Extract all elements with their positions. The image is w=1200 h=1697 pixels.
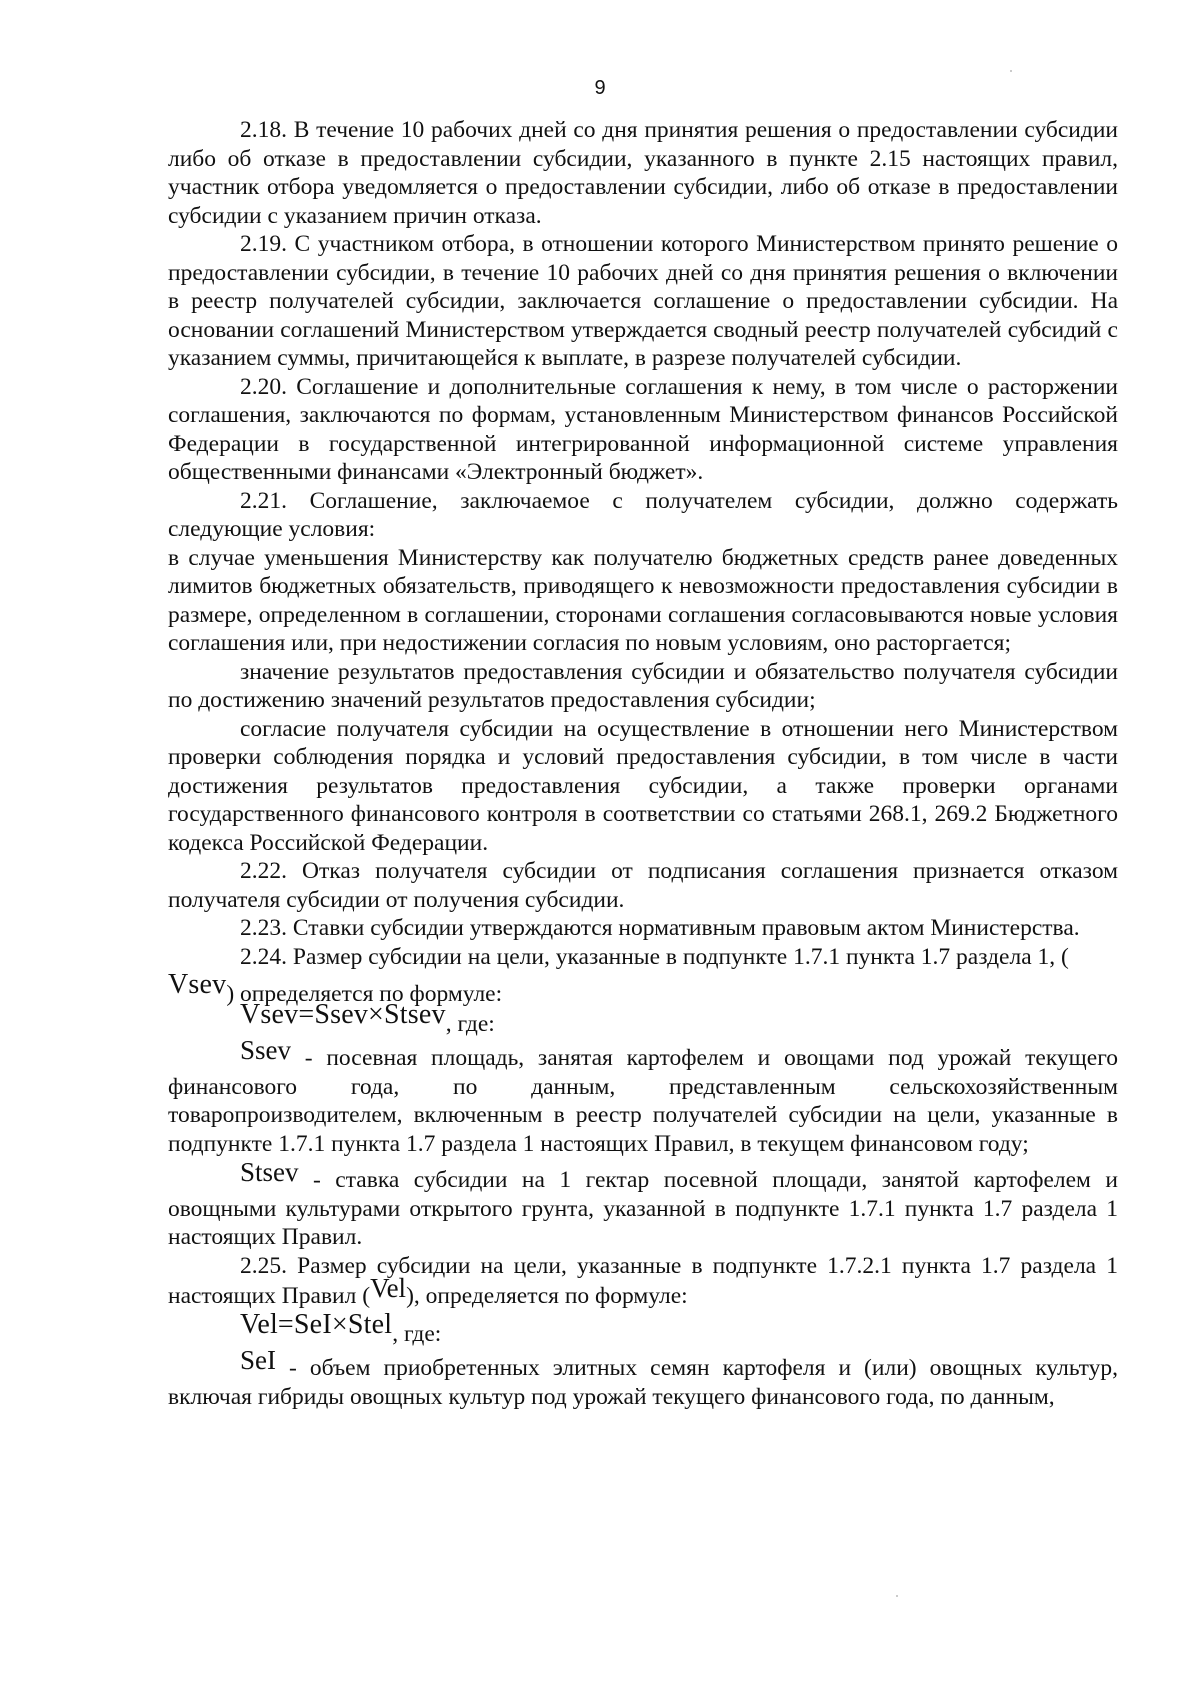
scan-speck <box>1010 70 1012 72</box>
formula-vel-expression: Vel=SeI×Stel <box>240 1308 393 1340</box>
paragraph-2-21: 2.21. Соглашение, заключаемое с получателем субсидии, должно содержать следующие условия: <box>168 487 1118 542</box>
paragraph-2-20: 2.20. Соглашение и дополнительные соглашения к нему, в том числе о расторжении соглашения, заключаются по формам, установленным Министерством финансов Российской Федерации в государственной интегрированной информационной системе управления общественными финансами «Электронный бюджет». <box>168 373 1118 485</box>
variable-sei: SeI <box>240 1345 276 1375</box>
paragraph-2-24-tail: ) определяется по формуле: <box>226 981 503 1007</box>
formula-vsev-tail: , где: <box>445 1010 495 1037</box>
paragraph-2-21-condition-b: значение результатов предоставления субсидии и обязательство получателя субсидии по достижению значений результатов предоставления субсидии; <box>168 658 1118 713</box>
paragraph-2-19: 2.19. С участником отбора, в отношении которого Министерством принято решение о предоставлении субсидии, в течение 10 рабочих дней со дня принятия решения о включении в реестр получателей субсидии, заключается соглашение о предоставлении субсидии. На основании соглашений Министерством утверждается сводный реестр получателей субсидий с указанием суммы, причитающейся к выплате, в разрезе получателей субсидии. <box>168 231 1118 371</box>
definition-sei-text: - объем приобретенных элитных семян картофеля и (или) овощных культур, включая гибриды овощных культур под урожай текущего финансового года, по данным, <box>168 1355 1118 1410</box>
definition-stsev-text: - ставка субсидии на 1 гектар посевной площади, занятой картофелем и овощными культурами открытого грунта, указанной в подпункте 1.7.1 пункта 1.7 раздела 1 настоящих Правил. <box>168 1167 1118 1250</box>
variable-stsev: Stsev <box>240 1157 299 1187</box>
definition-ssev-text: - посевная площадь, занятая картофелем и овощами под урожай текущего финансового года, по данным, представленным сельскохозяйственным товаропроизводителем, включенным в реестр получателей субсидии на цели, указанные в подпункте 1.7.1 пункта 1.7 раздела 1 настоящих Правил, в текущем финансовом году; <box>168 1045 1118 1157</box>
paragraph-2-24-continuation <box>168 969 1118 1007</box>
paragraph-2-21-condition-a: в случае уменьшения Министерству как получателю бюджетных средств ранее доведенных лимитов бюджетных обязательств, приводящего к невозможности предоставления субсидии в размере, определенном в соглашении, сторонами соглашения согласовываются новые условия соглашения или, при недостижении согласия по новым условиям, оно расторгается; <box>168 544 1118 656</box>
paragraph-2-25-text: 2.25. Размер субсидии на цели, указанные в подпункте 1.7.2.1 пункта 1.7 раздела 1 настоящих Правил ( <box>168 1252 1118 1309</box>
document-body <box>168 116 1118 1411</box>
variable-vel: Vel <box>370 1273 407 1303</box>
paragraph-2-23: 2.23. Ставки субсидии утверждаются нормативным правовым актом Министерства. <box>240 915 1080 941</box>
paragraph-2-25-tail: ), определяется по формуле: <box>406 1283 688 1309</box>
definition-ssev <box>168 1035 1118 1158</box>
formula-vel-tail: , где: <box>392 1320 442 1347</box>
definition-stsev <box>168 1157 1118 1252</box>
paragraph-2-22: 2.22. Отказ получателя субсидии от подписания соглашения признается отказом получателя субсидии от получения субсидии. <box>168 858 1118 913</box>
formula-vsev-expression: Vsev=Ssev×Stsev <box>240 998 446 1030</box>
paragraph-2-25 <box>168 1252 1118 1311</box>
paragraph-2-18: 2.18. В течение 10 рабочих дней со дня принятия решения о предоставлении субсидии либо об отказе в предоставлении субсидии, указанного в пункте 2.15 настоящих правил, участник отбора уведомляется о предоставлении субсидии, либо об отказе в предоставлении субсидии с указанием причин отказа. <box>168 117 1118 229</box>
variable-vsev: Vsev <box>168 969 227 1000</box>
formula-vel <box>168 1308 1118 1347</box>
page-number: 9 <box>594 77 606 99</box>
paragraph-2-24: 2.24. Размер субсидии на цели, указанные в подпункте 1.7.1 пункта 1.7 раздела 1, ( <box>240 943 1069 970</box>
scan-speck <box>896 1595 898 1597</box>
paragraph-2-21-condition-c: согласие получателя субсидии на осуществление в отношении него Министерством проверки соблюдения порядка и условий предоставления субсидии, в том числе в части достижения результатов предоставления субсидии, а также проверки органами государственного финансового контроля в соответствии со статьями 268.1, 269.2 Бюджетного кодекса Российской Федерации. <box>168 715 1118 856</box>
variable-ssev: Ssev <box>240 1035 292 1065</box>
definition-sei <box>168 1345 1118 1411</box>
